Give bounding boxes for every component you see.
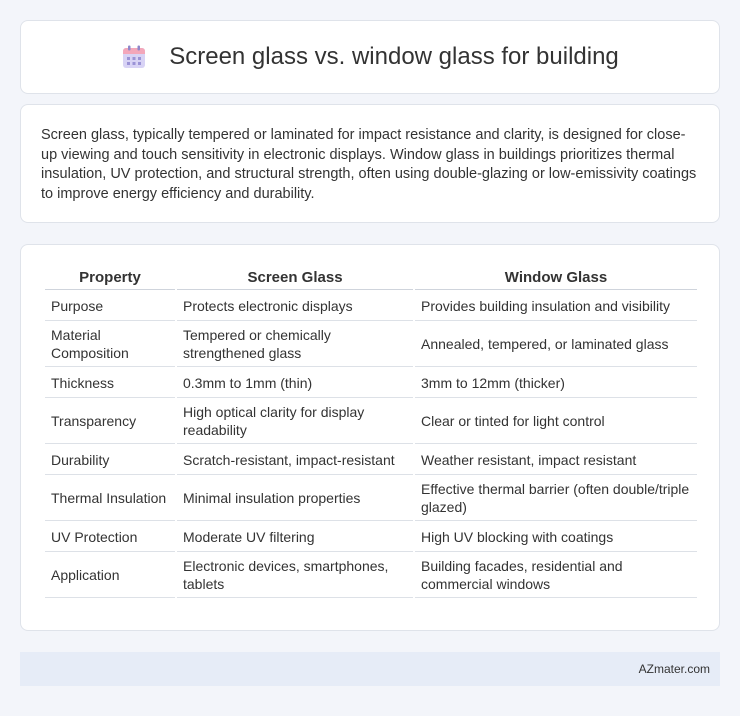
cell-screen-glass: Moderate UV filtering (177, 522, 413, 552)
cell-window-glass: Building facades, residential and commercial windows (415, 553, 697, 598)
cell-property: Application (45, 553, 175, 598)
table-row (45, 322, 697, 367)
footer-brand: AZmater.com (638, 662, 710, 676)
table-header-row (45, 266, 697, 290)
cell-screen-glass: High optical clarity for display readability (177, 399, 413, 444)
cell-screen-glass: 0.3mm to 1mm (thin) (177, 368, 413, 398)
cell-window-glass: Annealed, tempered, or laminated glass (415, 322, 697, 367)
table-row (45, 445, 697, 475)
cell-property: Durability (45, 445, 175, 475)
cell-screen-glass: Scratch-resistant, impact-resistant (177, 445, 413, 475)
cell-property: Thickness (45, 368, 175, 398)
table-row (45, 291, 697, 321)
cell-property: Transparency (45, 399, 175, 444)
header-screen-glass: Screen Glass (177, 266, 413, 290)
cell-property: Material Composition (45, 322, 175, 367)
calendar-icon (121, 44, 147, 70)
cell-window-glass: Effective thermal barrier (often double/triple glazed) (415, 476, 697, 521)
table-row (45, 522, 697, 552)
cell-property: UV Protection (45, 522, 175, 552)
footer-bar (20, 652, 720, 686)
cell-window-glass: High UV blocking with coatings (415, 522, 697, 552)
page-title: Screen glass vs. window glass for building (169, 43, 619, 70)
description-card (20, 104, 720, 223)
cell-screen-glass: Minimal insulation properties (177, 476, 413, 521)
cell-window-glass: Weather resistant, impact resistant (415, 445, 697, 475)
header-window-glass: Window Glass (415, 266, 697, 290)
cell-window-glass: Provides building insulation and visibility (415, 291, 697, 321)
cell-property: Purpose (45, 291, 175, 321)
comparison-table (43, 265, 699, 599)
cell-window-glass: 3mm to 12mm (thicker) (415, 368, 697, 398)
table-row (45, 476, 697, 521)
cell-screen-glass: Electronic devices, smartphones, tablets (177, 553, 413, 598)
description-text: Screen glass, typically tempered or laminated for impact resistance and clarity, is designed for close-up viewing and touch sensitivity in electronic displays. Window glass in buildings prioritizes thermal insulation, UV protection, and structural strength, often using double-glazing or low-emissivity coatings to improve energy efficiency and durability. (41, 127, 697, 202)
cell-window-glass: Clear or tinted for light control (415, 399, 697, 444)
table-row (45, 553, 697, 598)
table-row (45, 399, 697, 444)
cell-property: Thermal Insulation (45, 476, 175, 521)
cell-screen-glass: Protects electronic displays (177, 291, 413, 321)
header-property: Property (45, 266, 175, 290)
title-card (20, 20, 720, 94)
table-row (45, 368, 697, 398)
comparison-table-card (20, 244, 720, 631)
cell-screen-glass: Tempered or chemically strengthened glass (177, 322, 413, 367)
